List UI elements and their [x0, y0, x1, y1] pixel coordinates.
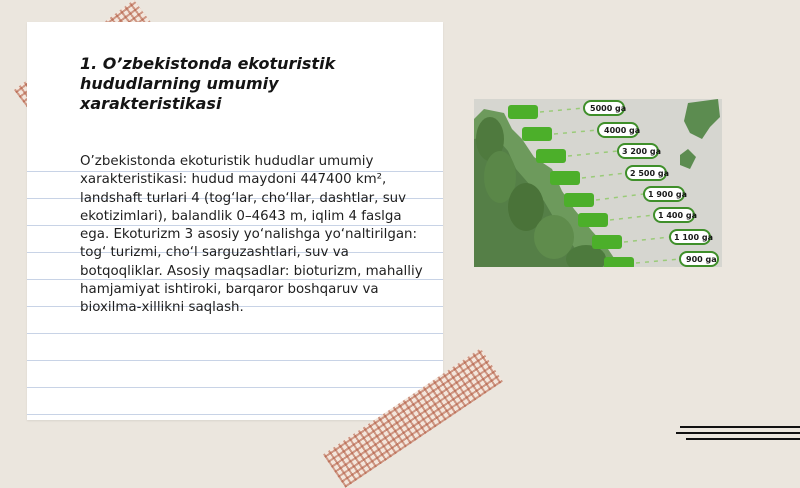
map-label-5: 1 900 ga — [648, 190, 687, 199]
map-label-1: 5000 ga — [590, 104, 627, 113]
decorative-line — [686, 438, 800, 440]
slide-title: 1. O’zbekistonda ekoturistik hududlarning umumiy xarakteristikasi — [80, 54, 336, 113]
map-label-7: 1 100 ga — [674, 233, 713, 242]
map-label-4: 2 500 ga — [630, 169, 669, 178]
decorative-line — [680, 426, 800, 428]
decorative-line — [676, 432, 800, 434]
map-label-6: 1 400 ga — [658, 211, 697, 220]
decorative-lines — [676, 424, 800, 444]
map-label-8: 900 ga — [686, 255, 717, 264]
map-illustration — [474, 99, 722, 267]
ecotourism-map-image — [474, 99, 722, 267]
slide-body-text: O’zbekistonda ekoturistik hududlar umumiy xarakteristikasi: hudud maydoni 447400 km², landshaft turlari 4 (tog‘lar, cho‘llar, dashtlar, suv ekotizimlari), balandlik 0–4643 m, iqlim 4 faslga ega. Ekoturizm 3 asosiy yo‘nalishga yo‘naltirilgan: tog‘ turizmi, cho‘l sarguzashtlari, suv va botqoqliklar. Asosiy maqsadlar: bioturizm, mahalliy hamjamiyat ishtiroki, barqaror boshqaruv va bioxilma-xillikni saqlash. — [80, 154, 423, 316]
map-label-3: 3 200 ga — [622, 147, 661, 156]
map-label-2: 4000 ga — [604, 126, 641, 135]
